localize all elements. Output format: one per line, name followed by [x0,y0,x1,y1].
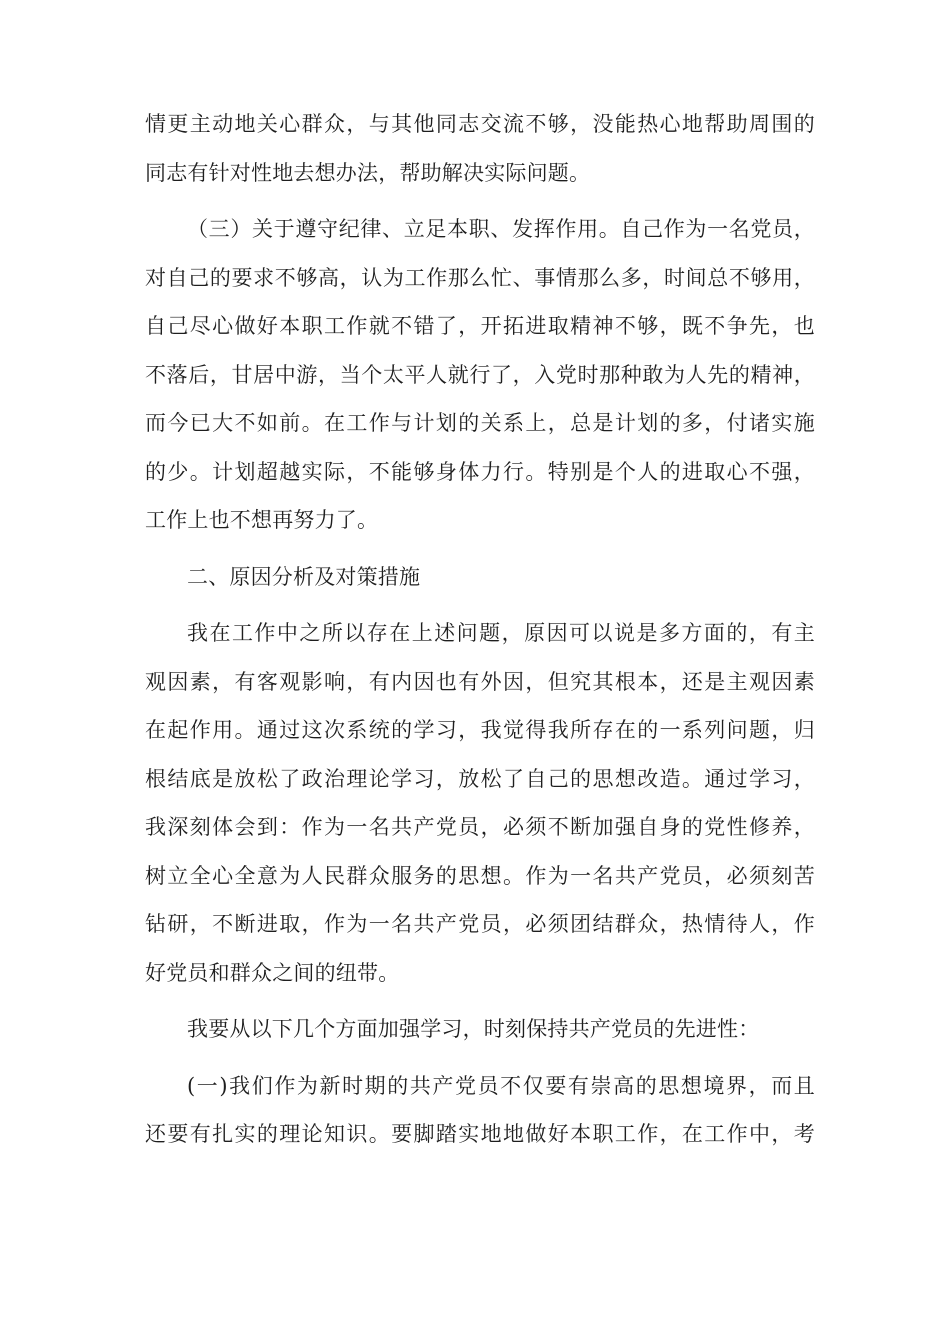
paragraph-line: 自己尽心做好本职工作就不错了，开拓进取精神不够，既不争先，也 [145,314,815,338]
paragraph-line: 情更主动地关心群众，与其他同志交流不够，没能热心地帮助周围的 [145,112,815,136]
paragraph-gap [145,1054,815,1062]
paragraph-line: 的少。计划超越实际，不能够身体力行。特别是个人的进取心不强， [145,459,815,484]
paragraph-line: 还要有扎实的理论知识。要脚踏实地地做好本职工作，在工作中，考 [145,1122,815,1146]
paragraph-line: (一)我们作为新时期的共产党员不仅要有崇高的思想境界，而且 [187,1073,815,1098]
paragraph-line: 我要从以下几个方面加强学习，时刻保持共产党员的先进性： [187,1017,760,1041]
paragraph-line: 不落后，甘居中游，当个太平人就行了，入党时那种敢为人先的精神， [145,362,815,387]
paragraph-line: 我在工作中之所以存在上述问题，原因可以说是多方面的，有主 [187,621,815,645]
paragraph-line: 我深刻体会到：作为一名共产党员，必须不断加强自身的党性修养， [145,815,815,839]
paragraph-line: 好党员和群众之间的纽带。 [145,960,400,985]
paragraph-line: 在起作用。通过这次系统的学习，我觉得我所存在的一系列问题，归 [145,718,815,742]
paragraph-line: 对自己的要求不够高，认为工作那么忙、事情那么多，时间总不够用， [145,265,815,290]
paragraph-gap [145,997,815,1005]
paragraph-line: 工作上也不想再努力了。 [145,508,379,532]
paragraph-line: 观因素，有客观影响，有内因也有外因，但究其根本，还是主观因素 [145,669,815,694]
document-body [145,100,815,1159]
paragraph-line: 钻研，不断进取，作为一名共产党员，必须团结群众，热情待人，作 [145,912,815,936]
paragraph-gap [145,601,815,609]
paragraph-line: 同志有针对性地去想办法，帮助解决实际问题。 [145,160,591,185]
paragraph-line: 根结底是放松了政治理论学习，放松了自己的思想改造。通过学习， [145,766,815,791]
paragraph-gap [145,197,815,205]
paragraph-line: 树立全心全意为人民群众服务的思想。作为一名共产党员，必须刻苦 [145,863,815,888]
paragraph-line: （三）关于遵守纪律、立足本职、发挥作用。自己作为一名党员， [187,217,815,241]
paragraph-line: 而今已大不如前。在工作与计划的关系上，总是计划的多，付诸实施 [145,411,815,435]
section-heading: 二、原因分析及对策措施 [187,564,421,589]
paragraph-gap [145,545,815,553]
